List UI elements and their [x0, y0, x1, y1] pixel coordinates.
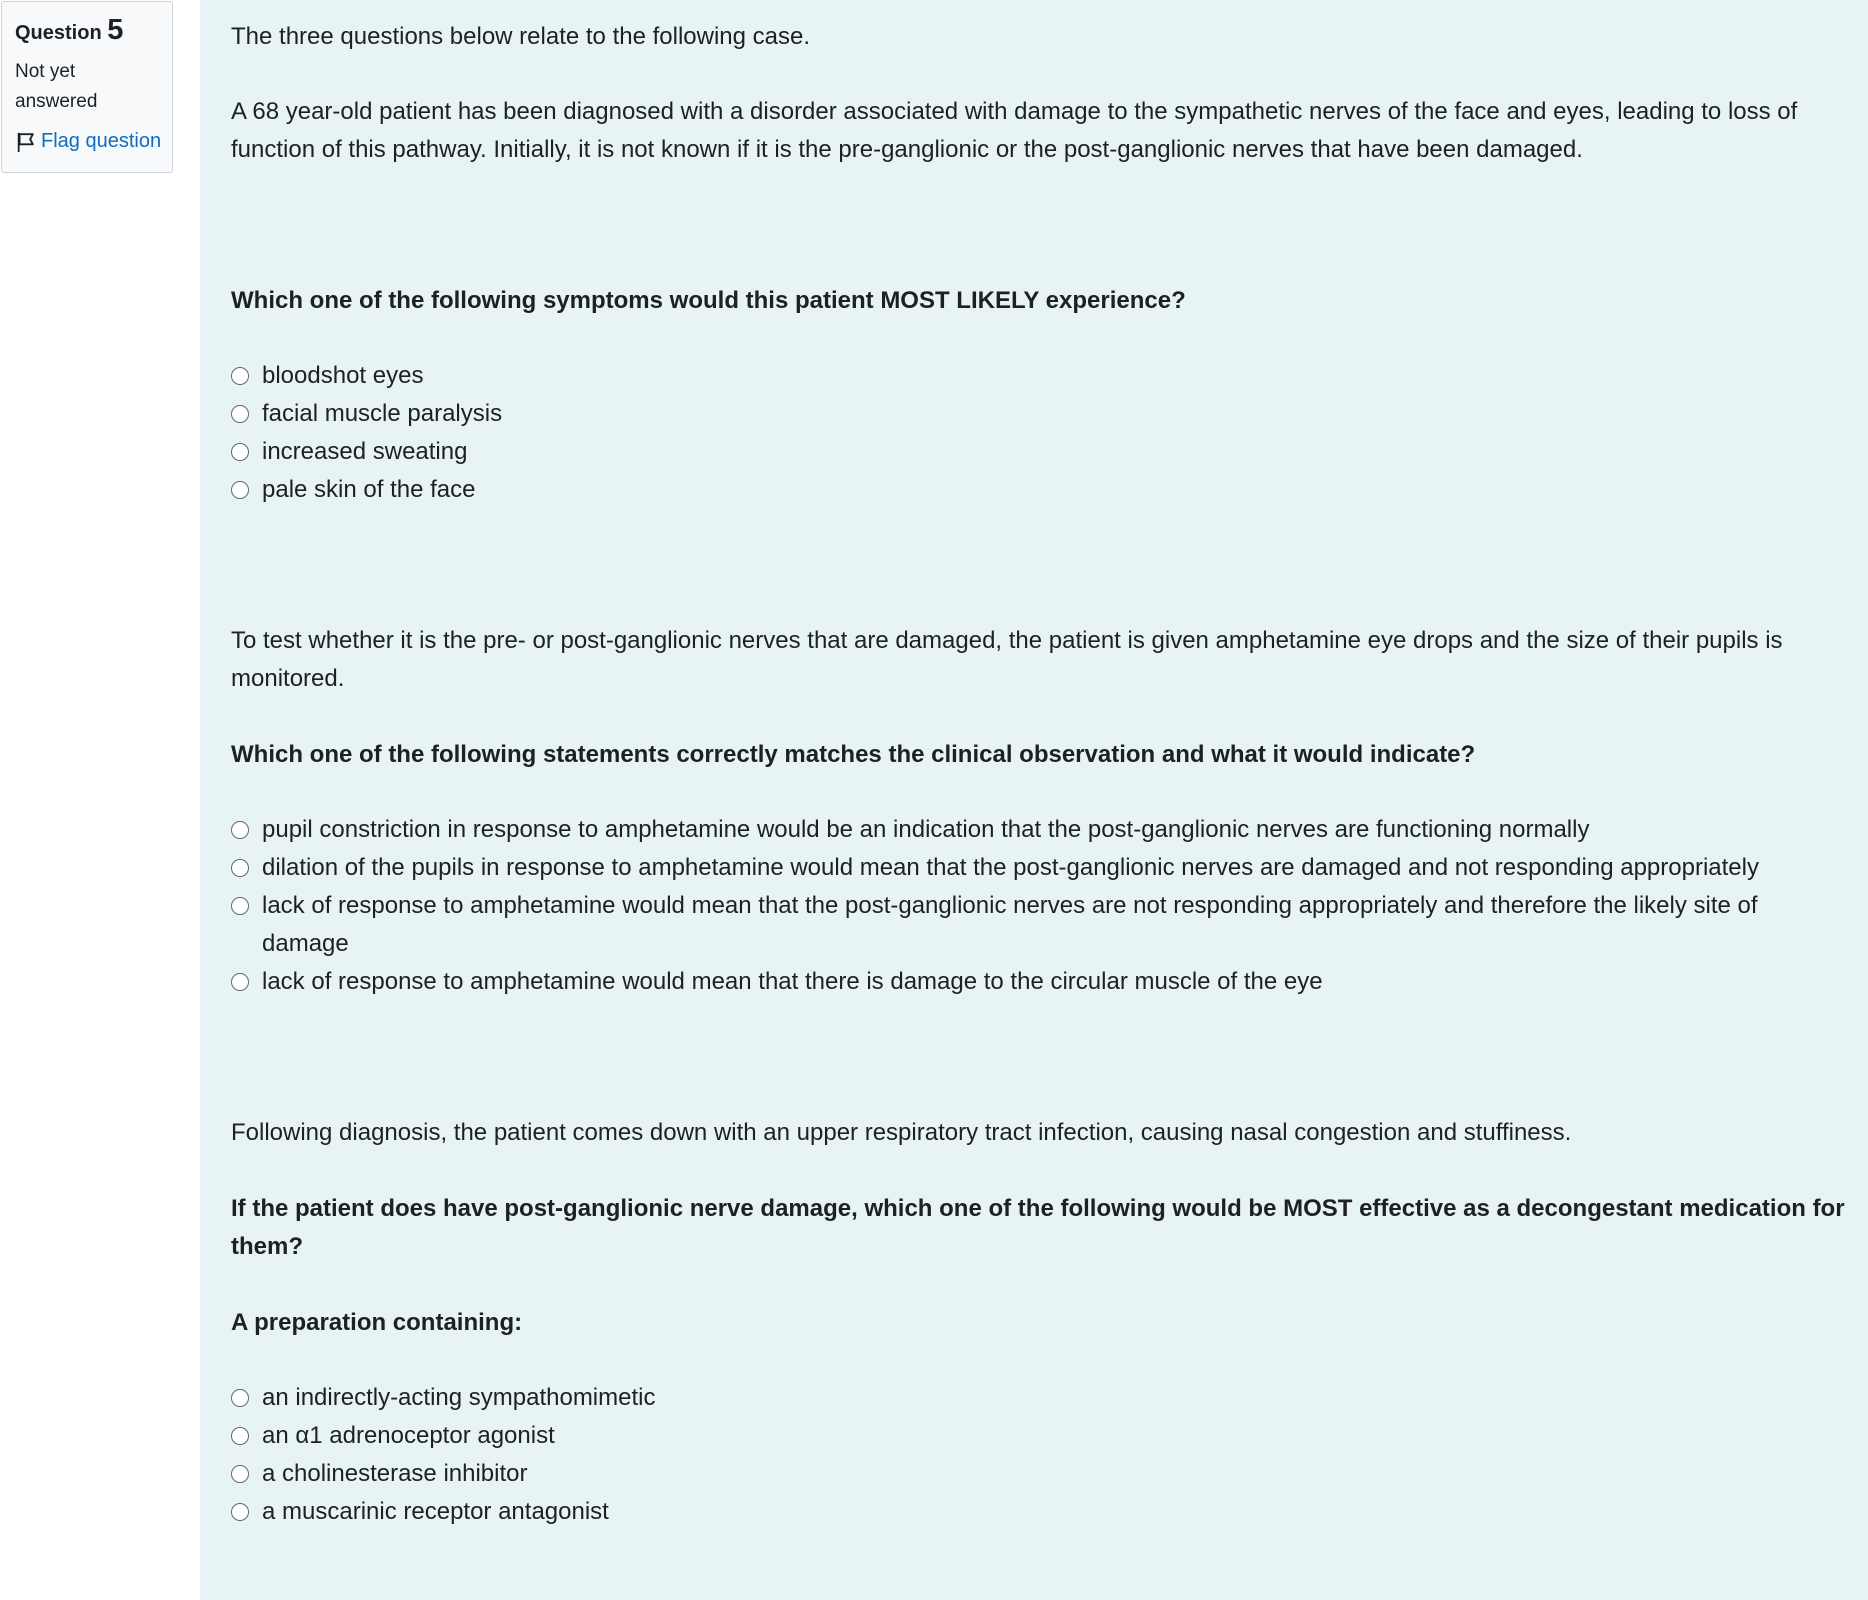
question-number: 5 — [107, 14, 124, 46]
q1-answer-a[interactable] — [231, 357, 1848, 395]
question-label: Question — [15, 22, 102, 44]
radio-button[interactable] — [231, 1389, 249, 1407]
answer-label: an α1 adrenoceptor agonist — [262, 1422, 555, 1449]
radio-button[interactable] — [231, 973, 249, 991]
q2-answer-d[interactable] — [231, 963, 1848, 1001]
question-3-subprompt: A preparation containing: — [231, 1309, 523, 1336]
question-state: Not yet answered — [15, 61, 98, 112]
question-2-prompt: Which one of the following statements correctly matches the clinical observation and what it would indicate? — [231, 741, 1476, 768]
radio-button[interactable] — [231, 821, 249, 839]
flag-question-link[interactable] — [15, 130, 162, 153]
answer-label: pale skin of the face — [262, 476, 476, 503]
answer-label: increased sweating — [262, 438, 468, 465]
case-intro: The three questions below relate to the following case. — [231, 23, 811, 50]
q2-answer-c[interactable] — [231, 887, 1848, 963]
question-number-heading — [15, 12, 159, 51]
answer-label: bloodshot eyes — [262, 362, 424, 389]
q1-answer-b[interactable] — [231, 395, 1848, 433]
answer-label: facial muscle paralysis — [262, 400, 503, 427]
question-3-stem: Following diagnosis, the patient comes down with an upper respiratory tract infection, causing nasal congestion and stuffiness. — [231, 1119, 1572, 1146]
radio-button[interactable] — [231, 859, 249, 877]
q2-answer-b[interactable] — [231, 849, 1848, 887]
q2-answer-a[interactable] — [231, 811, 1848, 849]
question-2-answers — [231, 811, 1848, 1001]
radio-button[interactable] — [231, 367, 249, 385]
q3-answer-b[interactable] — [231, 1417, 1848, 1455]
question-3-answers — [231, 1379, 1848, 1531]
radio-button[interactable] — [231, 897, 249, 915]
answer-label: lack of response to amphetamine would mean that the post-ganglionic nerves are not responding appropriately and therefore the likely site of damage — [262, 892, 1758, 957]
question-3-prompt: If the patient does have post-ganglionic nerve damage, which one of the following would be MOST effective as a decongestant medication for them? — [231, 1195, 1845, 1260]
question-1-prompt: Which one of the following symptoms would this patient MOST LIKELY experience? — [231, 287, 1186, 314]
answer-label: lack of response to amphetamine would mean that there is damage to the circular muscle of the eye — [262, 968, 1323, 995]
answer-label: dilation of the pupils in response to amphetamine would mean that the post-ganglionic nerves are damaged and not responding appropriately — [262, 854, 1759, 881]
q3-answer-d[interactable] — [231, 1493, 1848, 1531]
answer-label: a cholinesterase inhibitor — [262, 1460, 528, 1487]
answer-label: a muscarinic receptor antagonist — [262, 1498, 609, 1525]
flag-icon — [15, 131, 37, 153]
radio-button[interactable] — [231, 1427, 249, 1445]
question-content — [200, 0, 1868, 1600]
question-2-stem: To test whether it is the pre- or post-ganglionic nerves that are damaged, the patient is given amphetamine eye drops and the size of their pupils is monitored. — [231, 627, 1783, 692]
answer-label: an indirectly-acting sympathomimetic — [262, 1384, 656, 1411]
answer-label: pupil constriction in response to amphetamine would be an indication that the post-ganglionic nerves are functioning normally — [262, 816, 1590, 843]
q3-answer-a[interactable] — [231, 1379, 1848, 1417]
flag-question-label: Flag question — [41, 130, 162, 152]
q1-answer-d[interactable] — [231, 471, 1848, 509]
radio-button[interactable] — [231, 443, 249, 461]
q1-answer-c[interactable] — [231, 433, 1848, 471]
radio-button[interactable] — [231, 481, 249, 499]
question-1-answers — [231, 357, 1848, 509]
question-info-box — [1, 1, 173, 173]
case-description: A 68 year-old patient has been diagnosed with a disorder associated with damage to the sympathetic nerves of the face and eyes, leading to loss of function of this pathway. Initially, it is not known if it is the pre-ganglionic or the post-ganglionic nerves that have been damaged. — [231, 98, 1798, 163]
radio-button[interactable] — [231, 405, 249, 423]
q3-answer-c[interactable] — [231, 1455, 1848, 1493]
radio-button[interactable] — [231, 1503, 249, 1521]
radio-button[interactable] — [231, 1465, 249, 1483]
